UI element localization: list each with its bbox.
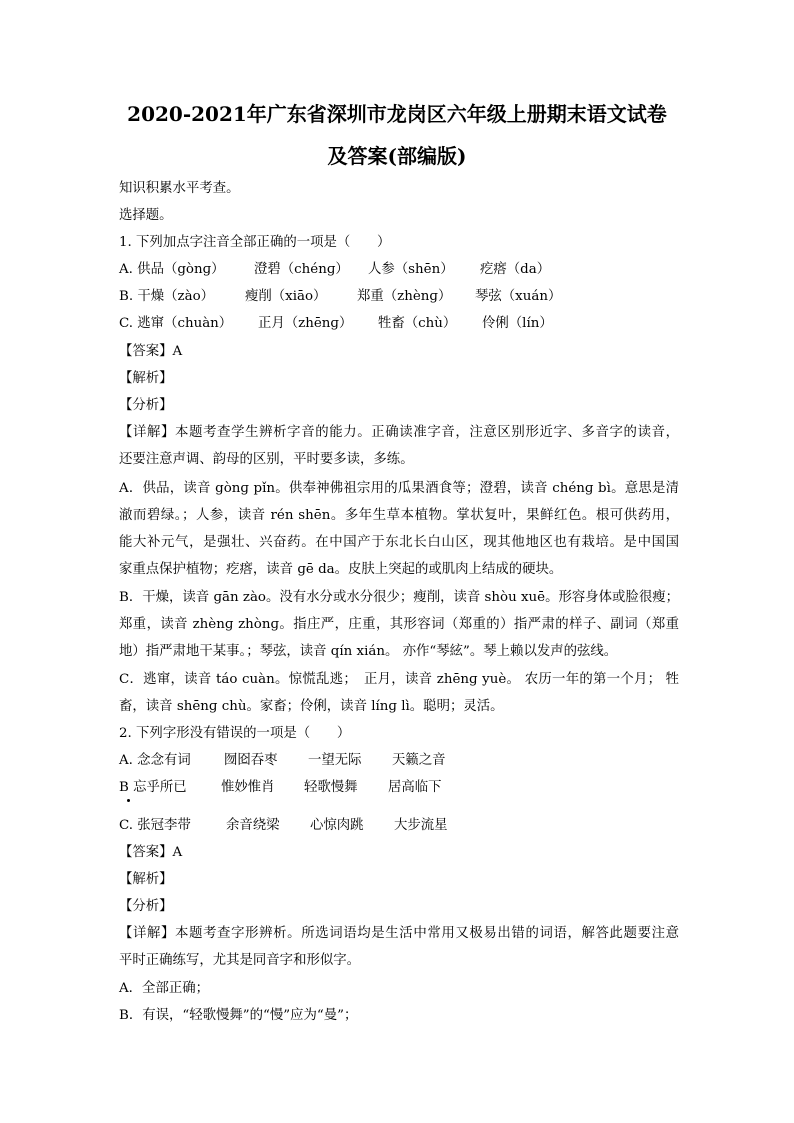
q1-detail-line: 还要注意声调、韵母的区别，平时要多读，多练。 (119, 452, 414, 467)
q1-answer: 【答案】A (119, 344, 183, 359)
q1-detail-line: 澈而碧绿。；人参，读音 rén shēn。多年生草本植物。掌状复叶，果鲜红色。根可供药用， (119, 508, 679, 523)
q1-detail-line: C．逃窜，读音 táo cuàn。惊慌乱逃； 正月，读音 zhēnɡ yuè。 农历一年的第一个月； 牲 (119, 672, 679, 687)
section-label: 选择题。 (119, 208, 173, 223)
option-item: A. 供品（gònɡ） (119, 262, 225, 277)
q1-detail-line: 能大补元气，是强壮、兴奋药。在中国产于东北长白山区，现其他地区也有栽培。是中国国 (119, 535, 679, 550)
q2-analysis-label: 【解析】 (119, 872, 173, 887)
q2-detail-line: A．全部正确； (119, 981, 210, 996)
option-item: 正月（zhēnɡ） (258, 316, 353, 331)
q1-stem: 1. 下列加点字注音全部正确的一项是（ ） (119, 235, 391, 250)
option-item: 囫囵吞枣 (224, 753, 278, 768)
q1-detail-line: 家重点保护植物；疙瘩，读音 ɡē da。皮肤上突起的或肌肉上结成的硬块。 (119, 562, 563, 577)
q2-stem: 2. 下列字形没有错误的一项是（ ） (119, 726, 351, 741)
q2-detail-line: 平时正确练写，尤其是同音字和形似字。 (119, 953, 361, 968)
option-item: A. 念念有词 (119, 753, 191, 768)
page-subtitle: 及答案(部编版) (327, 144, 467, 168)
intro-text: 知识积累水平考查。 (119, 181, 240, 196)
q1-option-c (119, 315, 679, 333)
q1-fenxi-label: 【分析】 (119, 398, 173, 413)
q2-option-c (119, 817, 679, 835)
q2-detail-line: B．有误，“轻歌慢舞”的“慢”应为“曼”； (119, 1008, 358, 1023)
option-item: 琴弦（xuán） (475, 289, 562, 304)
option-item: 瘦削（xiāo） (245, 289, 327, 304)
option-item: 轻歌慢舞 (304, 780, 358, 795)
q1-detail-line: 地）指严肃地干某事。；琴弦，读音 qín xián。 亦作“琴絃”。琴上赖以发声的弦线。 (119, 644, 618, 659)
option-item: C. 张冠李带 (119, 818, 191, 833)
q1-option-a (119, 261, 679, 279)
q1-detail-line: 【详解】本题考查学生辨析字音的能力。正确读准字音，注意区别形近字、多音字的读音， (119, 425, 679, 440)
page-title: 2020-2021年广东省深圳市龙岗区六年级上册期末语文试卷 (127, 102, 667, 126)
q1-detail-line: B．干燥，读音 ɡān zào。没有水分或水分很少；瘦削，读音 shòu xuē。形容身体或脸很瘦； (119, 590, 679, 605)
option-item: 余音绕梁 (226, 818, 280, 833)
option-item: 郑重（zhènɡ） (357, 289, 452, 304)
option-item: 伶俐（lín） (482, 316, 553, 331)
option-item: 居高临下 (388, 780, 442, 795)
option-item: 牲畜（chù） (378, 316, 457, 331)
q2-detail-line: 【详解】本题考查字形辨析。所选词语均是生活中常用又极易出错的词语，解答此题要注意 (119, 926, 679, 941)
q2-fenxi-label: 【分析】 (119, 899, 173, 914)
dot-mark (127, 799, 130, 802)
q1-analysis-label: 【解析】 (119, 371, 173, 386)
option-item: 心惊肉跳 (310, 818, 364, 833)
q1-option-b (119, 288, 679, 306)
q2-option-a (119, 752, 679, 770)
option-item: 疙瘩（da） (480, 262, 551, 277)
option-item: B 忘乎所已 (119, 780, 187, 795)
q1-detail-line: 郑重，读音 zhènɡ zhònɡ。指庄严，庄重，其形容词（郑重的）指严肃的样子、副词（郑重 (119, 617, 679, 632)
option-item: 澄碧（chénɡ） (254, 262, 349, 277)
q1-detail-line: A．供品，读音 gònɡ pǐn。供奉神佛祖宗用的瓜果酒食等；澄碧，读音 chénɡ bì。意思是清 (119, 481, 679, 496)
option-item: 惟妙惟肖 (221, 780, 275, 795)
q1-detail-line: 畜，读音 shēnɡ chù。家畜；伶俐，读音 línɡ lì。聪明；灵活。 (119, 699, 504, 714)
option-item: 天籁之音 (392, 753, 446, 768)
option-item: 人参（shēn） (368, 262, 454, 277)
option-item: B. 干燥（zào） (119, 289, 215, 304)
option-item: 一望无际 (308, 753, 362, 768)
q2-option-b (119, 779, 679, 797)
option-item: 大步流星 (394, 818, 448, 833)
option-item: C. 逃窜（chuàn） (119, 316, 233, 331)
q2-answer: 【答案】A (119, 845, 183, 860)
